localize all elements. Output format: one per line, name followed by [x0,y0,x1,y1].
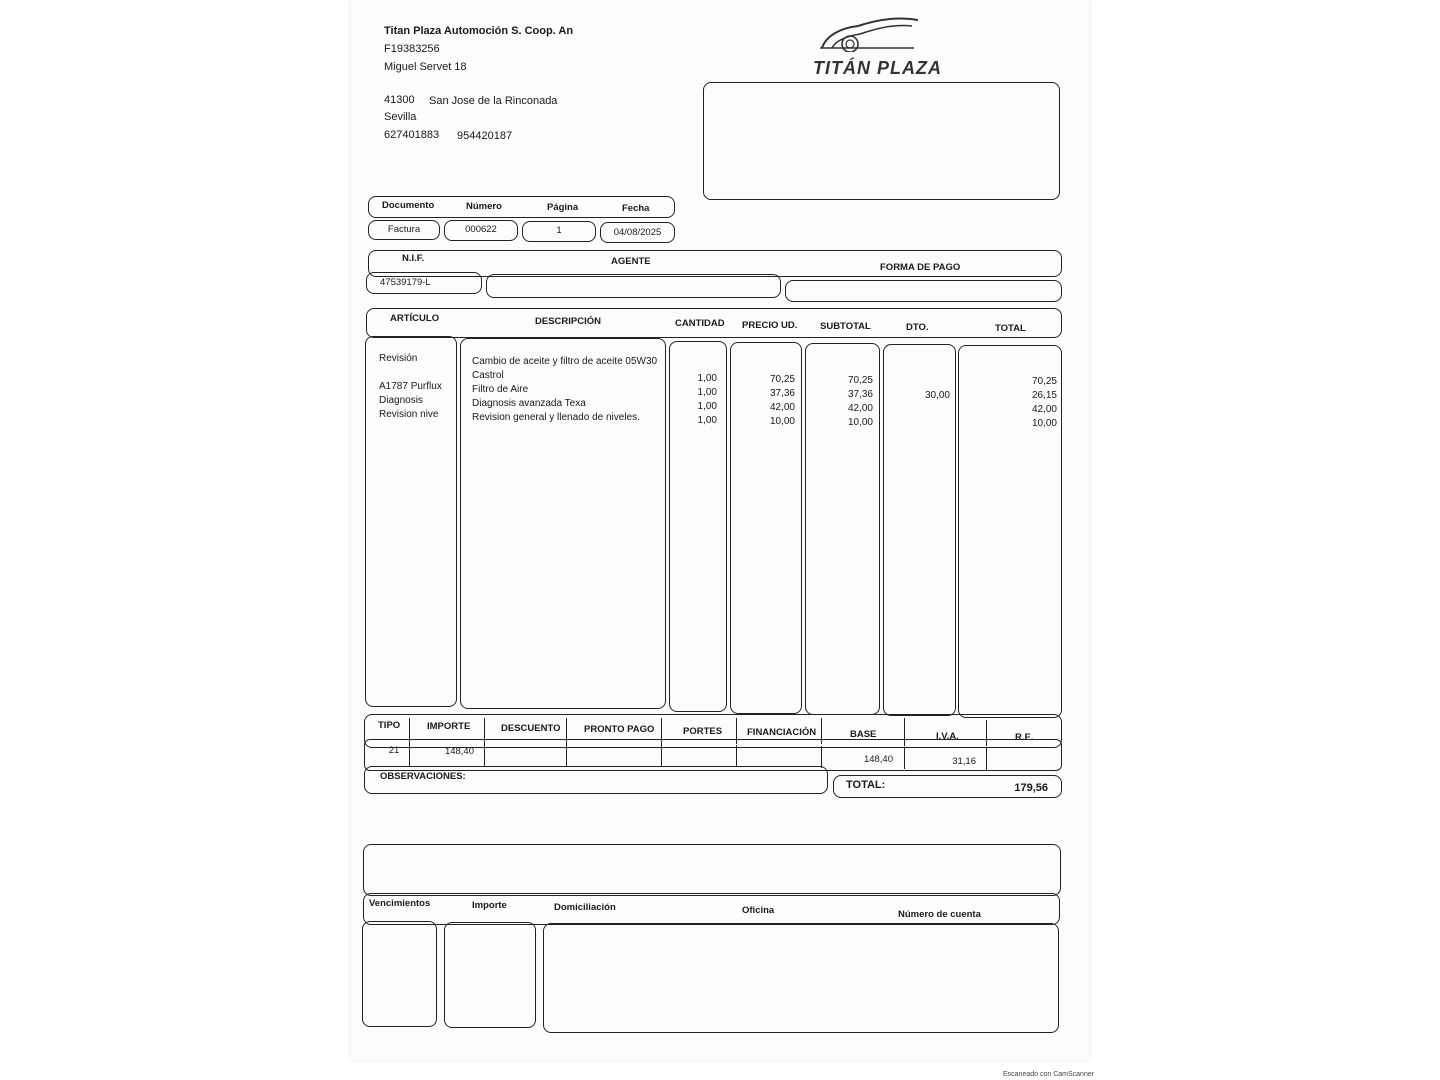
label-domiciliacion: Domiciliación [554,902,616,913]
descripcion-list [472,355,662,425]
descripcion-item: Cambio de aceite y filtro de aceite 05W30 [472,356,658,367]
doc-page-value: 1 [556,225,562,236]
iva-value: 31,16 [952,756,976,767]
subtotal-list [810,374,873,430]
dto-item [890,403,950,417]
scanner-footer: Escaneado con CamScanner [1003,1071,1095,1078]
doc-date-value: 04/08/2025 [613,227,662,238]
label-total: TOTAL [995,323,1026,334]
articulo-item [379,366,455,380]
label-fecha: Fecha [622,203,650,214]
label-cantidad: CANTIDAD [675,318,725,329]
subtotal-item: 37,36 [847,389,873,400]
label-portes: PORTES [683,726,723,737]
label-subtotal: SUBTOTAL [820,321,871,332]
total-item: 70,25 [1031,376,1057,387]
label-importe-pago: Importe [472,900,507,911]
notes-box [363,844,1061,896]
articulo-item: Revision nive [379,409,439,420]
doc-type-value: Factura [387,224,421,235]
label-dto: DTO. [906,322,929,333]
subtotal-item: 10,00 [847,417,873,428]
company-street: Miguel Servet 18 [384,61,467,73]
cantidad-list [672,372,717,428]
company-city: San Jose de la Rinconada [429,95,558,107]
company-postcode: 41300 [384,94,415,106]
company-phone-2: 954420187 [457,130,513,142]
descripcion-item: Filtro de Aire [472,384,529,395]
label-total-final: TOTAL: [846,779,886,791]
label-descripcion: DESCRIPCIÓN [535,316,601,327]
summary-divider [904,747,905,769]
doc-number-value: 000622 [465,224,497,235]
label-oficina: Oficina [742,905,775,916]
dto-item [890,375,950,389]
precio-item: 42,00 [769,402,795,413]
vencimientos-box [362,921,437,1027]
precio-item: 37,36 [769,388,795,399]
company-name: Titan Plaza Automoción S. Coop. An [384,25,574,37]
label-nif: N.I.F. [402,253,425,264]
label-vencimientos: Vencimientos [369,898,431,909]
label-precio: PRECIO UD. [742,320,798,331]
articulo-list [379,352,455,422]
descripcion-item: Diagnosis avanzada Texa [472,398,586,409]
precio-list [735,373,795,429]
summary-divider [566,743,567,767]
dto-item [890,417,950,431]
client-address-box [703,82,1060,200]
label-re: R.E. [1015,732,1034,743]
total-item: 42,00 [1031,404,1057,415]
cantidad-item: 1,00 [697,373,717,384]
total-item: 10,00 [1031,418,1057,429]
label-iva: I.V.A. [936,731,959,742]
label-importe: IMPORTE [427,721,471,732]
summary-divider [986,748,987,770]
descripcion-item: Revision general y llenado de niveles. [472,412,640,423]
total-item: 26,15 [1031,390,1057,401]
label-agente: AGENTE [611,256,651,267]
subtotal-item: 42,00 [847,403,873,414]
summary-divider [736,745,737,767]
descripcion-item: Castrol [472,370,504,381]
dto-item: 30,00 [924,390,950,401]
subtotal-item: 70,25 [847,375,873,386]
cantidad-item: 1,00 [697,387,717,398]
cantidad-item: 1,00 [697,401,717,412]
company-block [384,22,584,76]
nif-value: 47539179-L [380,277,431,288]
label-articulo: ARTÍCULO [390,313,440,324]
importe-pago-box [444,922,536,1028]
articulo-item: Revisión [379,353,418,364]
precio-item: 10,00 [769,416,795,427]
company-province: Sevilla [384,111,417,123]
car-logo-icon [818,14,922,52]
company-phone-1: 627401883 [384,129,440,141]
total-list [980,375,1057,431]
logo-text: TITÁN PLAZA [813,58,942,78]
label-numero-cuenta: Número de cuenta [898,909,981,920]
summary-divider [484,741,485,767]
summary-divider [661,743,662,767]
summary-divider [409,741,410,767]
label-financiacion: FINANCIACIÓN [747,727,817,738]
label-forma-pago: FORMA DE PAGO [880,262,961,273]
label-numero: Número [466,201,502,212]
label-base: BASE [850,729,877,740]
agente-box [486,274,781,298]
label-descuento: DESCUENTO [501,723,561,734]
label-observaciones: OBSERVACIONES: [380,771,466,782]
dto-list [890,375,950,431]
total-value: 179,56 [1014,782,1048,794]
cantidad-item: 1,00 [697,415,717,426]
summary-divider [821,746,822,768]
company-cif: F19383256 [384,43,440,55]
importe-value: 148,40 [444,746,474,757]
articulo-item: Diagnosis [379,395,423,406]
tipo-value: 21 [388,745,400,756]
forma-pago-box [785,280,1062,302]
base-value: 148,40 [863,754,893,765]
articulo-item: A1787 Purflux [379,381,442,392]
label-tipo: TIPO [378,720,401,731]
precio-item: 70,25 [769,374,795,385]
label-pronto-pago: PRONTO PAGO [584,724,655,735]
domiciliacion-box [543,923,1059,1033]
label-pagina: Página [547,202,579,213]
label-documento: Documento [382,200,435,211]
